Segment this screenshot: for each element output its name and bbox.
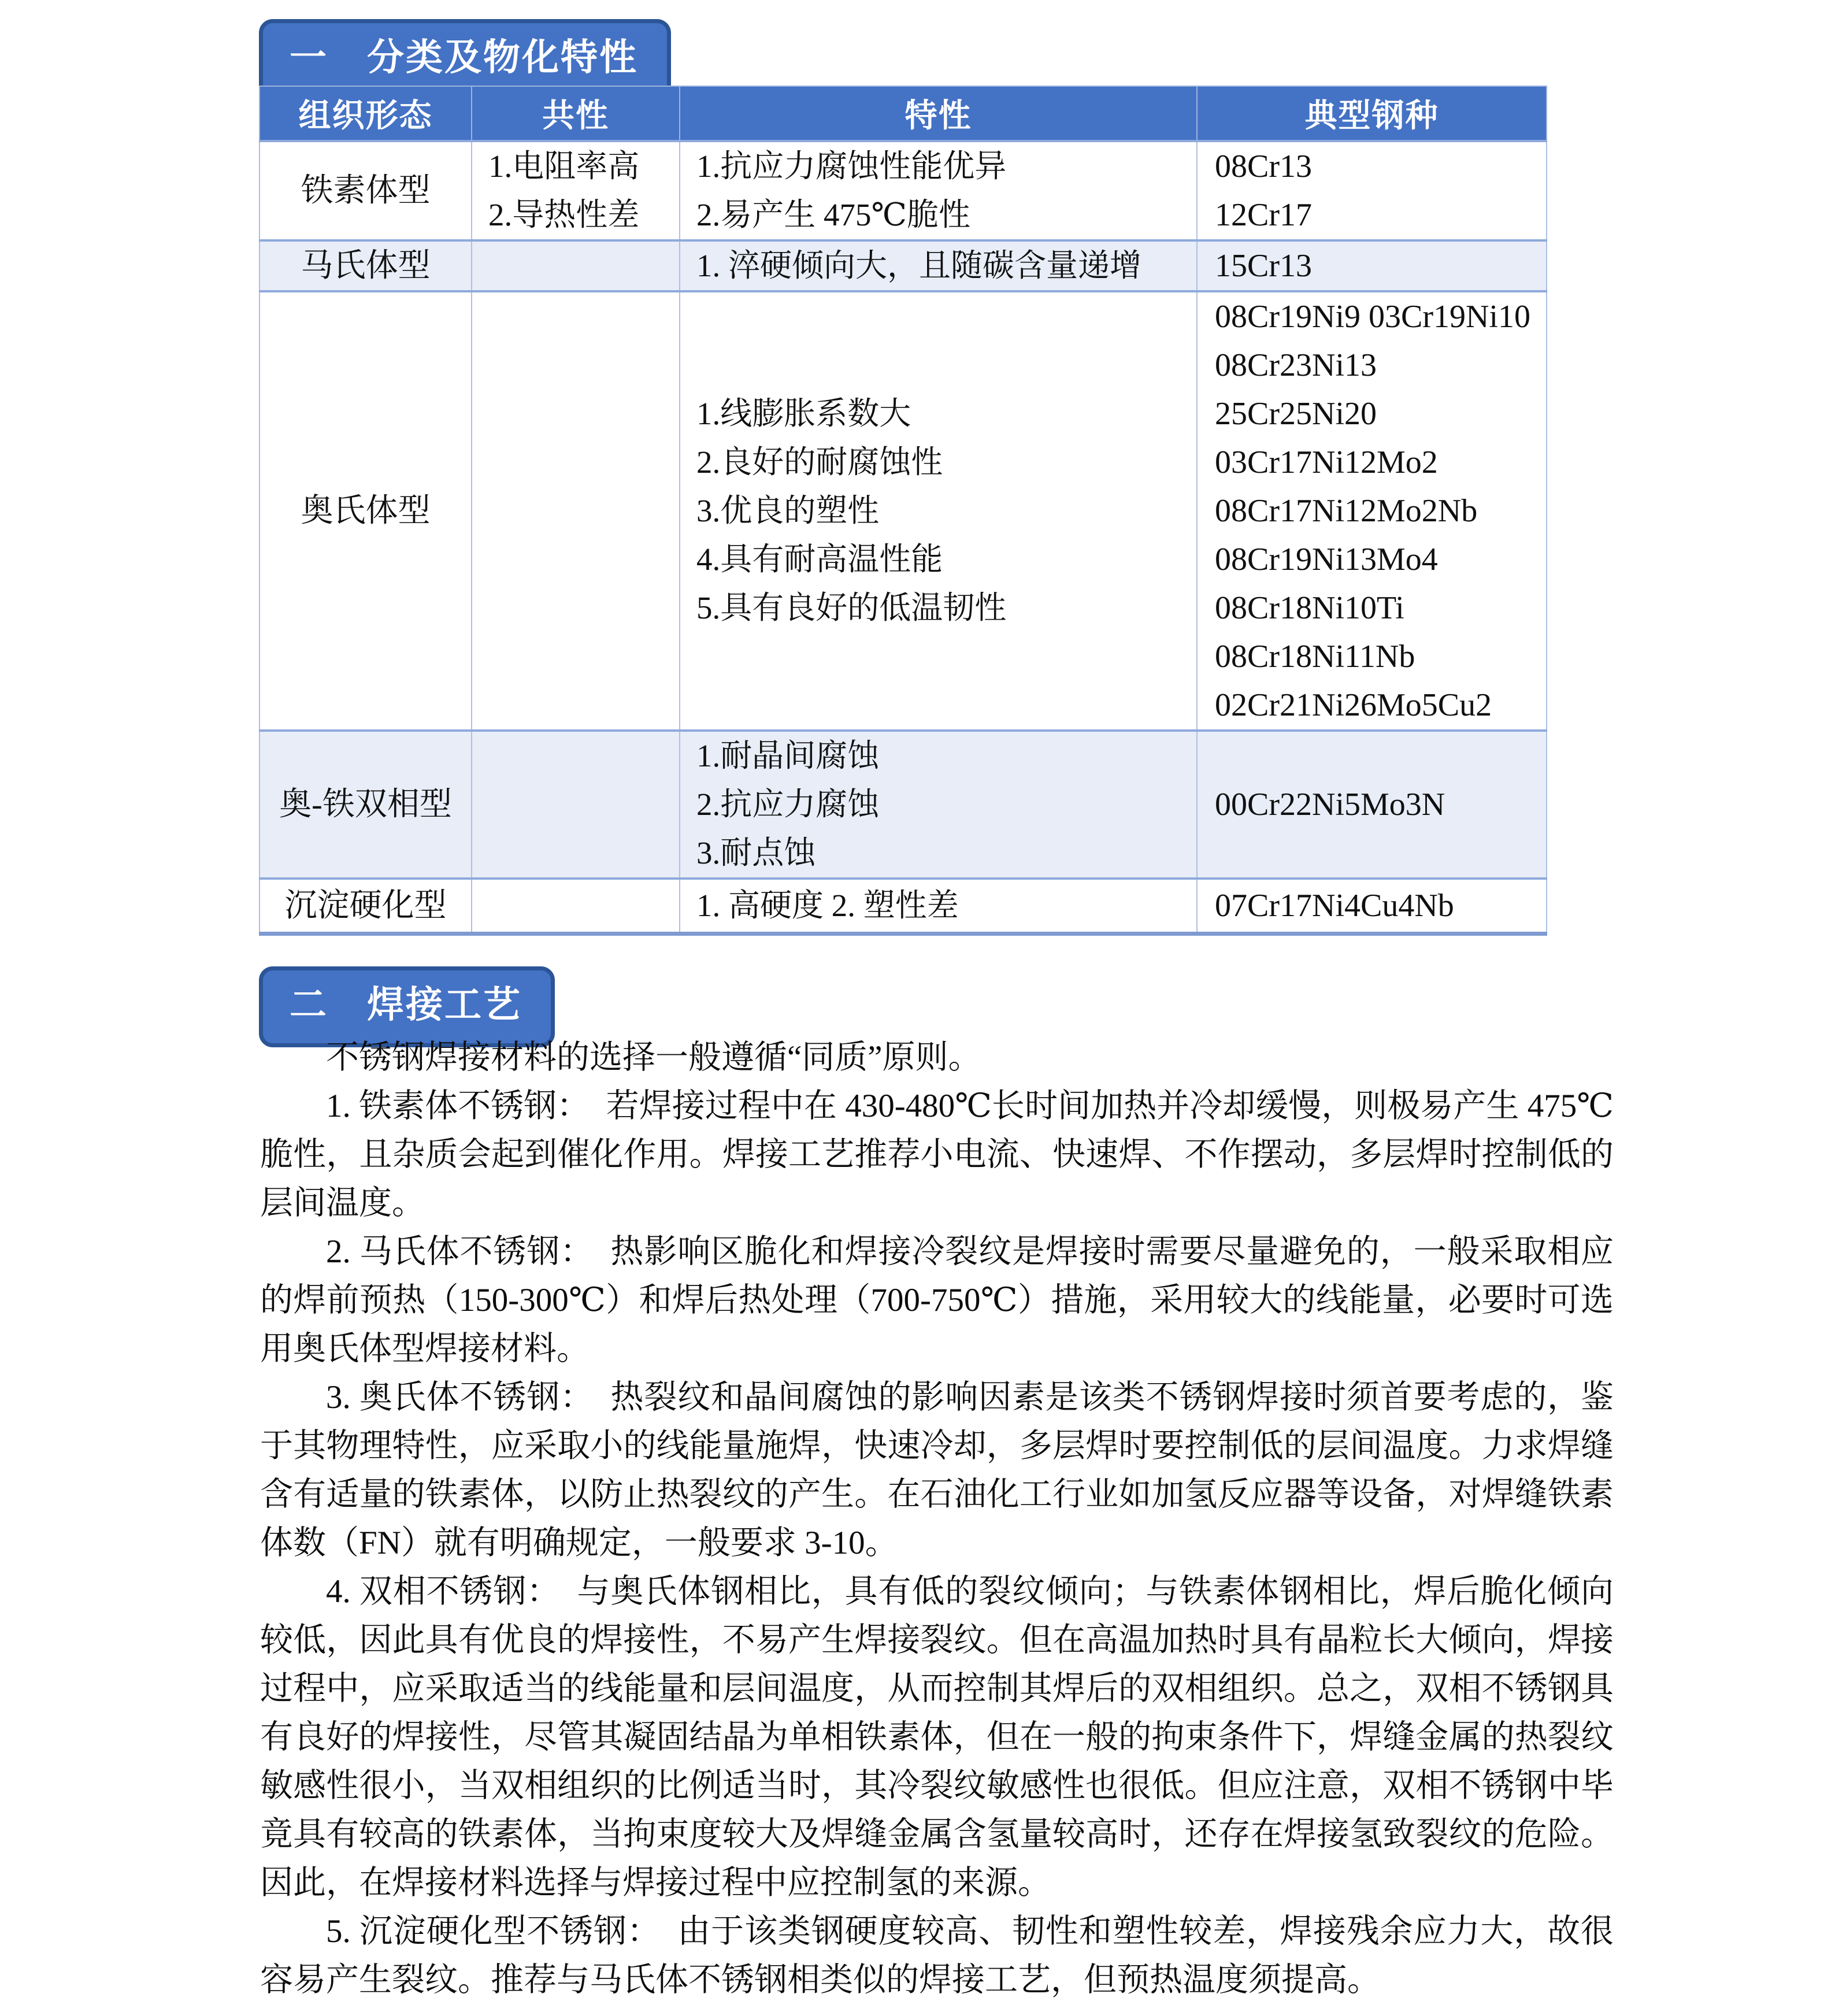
- cell-line: 2.导热性差: [488, 197, 640, 232]
- header-structure-type: 组织形态: [260, 86, 472, 141]
- cell-line: 08Cr17Ni12Mo2Nb: [1215, 493, 1478, 529]
- section2-title: 二 焊接工艺: [290, 984, 522, 1025]
- cell-traits: [680, 879, 1197, 933]
- cell-line: 2.抗应力腐蚀: [696, 787, 880, 822]
- cell-common: [472, 879, 680, 933]
- cell-line: 1.抗应力腐蚀性能优异: [696, 149, 1007, 184]
- cell-common: [472, 240, 680, 291]
- cell-line: 3.耐点蚀: [696, 835, 816, 870]
- cell-common: [472, 731, 680, 879]
- cell-line: 3.优良的塑性: [696, 493, 880, 528]
- cell-common: [472, 141, 680, 240]
- cell-type: 铁素体型: [260, 141, 472, 240]
- cell-steels: [1197, 141, 1547, 240]
- cell-line: 00Cr22Ni5Mo3N: [1215, 787, 1445, 822]
- paragraph-ferritic: 1. 铁素体不锈钢： 若焊接过程中在 430-480℃长时间加热并冷却缓慢，则极易产生 475℃脆性，且杂质会起到催化作用。焊接工艺推荐小电流、快速焊、不作摆动，多层焊时控制低的层间温度。: [260, 1088, 1614, 1221]
- cell-line: 02Cr21Ni26Mo5Cu2: [1215, 687, 1492, 723]
- cell-traits: [680, 141, 1197, 240]
- cell-line: 08Cr18Ni10Ti: [1215, 590, 1404, 626]
- paragraph-austenitic: 3. 奥氏体不锈钢： 热裂纹和晶间腐蚀的影响因素是该类不锈钢焊接时须首要考虑的，鉴于其物理特性，应采取小的线能量施焊，快速冷却，多层焊时要控制低的层间温度。力求焊缝含有适量的铁素体，以防止热裂纹的产生。在石油化工行业如加氢反应器等设备，对焊缝铁素体数（FN）就有明确规定，一般要求 3-10。: [260, 1379, 1614, 1561]
- cell-line: 08Cr23Ni13: [1215, 347, 1377, 383]
- table-row-precipitation-hardening: [260, 879, 1547, 933]
- paragraph-precipitation-hardening: 5. 沉淀硬化型不锈钢： 由于该类钢硬度较高、韧性和塑性较差，焊接残余应力大，故很容易产生裂纹。推荐与马氏体不锈钢相类似的焊接工艺，但预热温度须提高。: [260, 1913, 1614, 1998]
- cell-type: 奥氏体型: [260, 291, 472, 731]
- cell-line: 07Cr17Ni4Cu4Nb: [1215, 887, 1454, 924]
- classification-table-wrap: [259, 86, 1547, 936]
- cell-common: [472, 291, 680, 731]
- table-row-martensitic: [260, 240, 1547, 291]
- steel-classification-table: [259, 86, 1547, 936]
- cell-line: 1. 高硬度 2. 塑性差: [696, 887, 959, 923]
- header-common-traits: 共性: [472, 86, 680, 141]
- cell-traits: [680, 240, 1197, 291]
- cell-line: 2.易产生 475℃脆性: [696, 197, 971, 232]
- cell-traits: [680, 291, 1197, 731]
- cell-line: 1.线膨胀系数大: [696, 396, 911, 431]
- header-typical-steels: 典型钢种: [1197, 86, 1547, 141]
- table-row-duplex: [260, 731, 1547, 879]
- section1-title: 一 分类及物化特性: [290, 37, 638, 78]
- paragraph-duplex: 4. 双相不锈钢： 与奥氏体钢相比，具有低的裂纹倾向；与铁素体钢相比，焊后脆化倾向较低，因此具有优良的焊接性，不易产生焊接裂纹。但在高温加热时具有晶粒长大倾向，焊接过程中，应采取适当的线能量和层间温度，从而控制其焊后的双相组织。总之，双相不锈钢具有良好的焊接性，尽管其凝固结晶为单相铁素体，但在一般的拘束条件下，焊缝金属的热裂纹敏感性很小，当双相组织的比例适当时，其冷裂纹敏感性也很低。但应注意，双相不锈钢中毕竟具有较高的铁素体，当拘束度较大及焊缝金属含氢量较高时，还存在焊接氢致裂纹的危险。因此，在焊接材料选择与焊接过程中应控制氢的来源。: [260, 1573, 1614, 1901]
- cell-steels: [1197, 879, 1547, 933]
- header-characteristics: 特性: [680, 86, 1197, 141]
- paragraph-intro: 不锈钢焊接材料的选择一般遵循“同质”原则。: [326, 1039, 981, 1076]
- cell-line: 5.具有良好的低温韧性: [696, 590, 1007, 625]
- cell-type: 沉淀硬化型: [260, 879, 472, 933]
- cell-line: 08Cr18Ni11Nb: [1215, 639, 1415, 675]
- cell-line: 08Cr19Ni13Mo4: [1215, 542, 1438, 577]
- cell-line: 15Cr13: [1215, 248, 1312, 284]
- cell-line: 03Cr17Ni12Mo2: [1215, 444, 1438, 480]
- cell-traits: [680, 731, 1197, 879]
- table-row-austenitic: [260, 291, 1547, 731]
- cell-line: 1. 淬硬倾向大，且随碳含量递增: [696, 248, 1142, 283]
- cell-line: 25Cr25Ni20: [1215, 396, 1377, 432]
- cell-steels: [1197, 731, 1547, 879]
- welding-process-text: [260, 1033, 1614, 2004]
- cell-line: 1.耐晶间腐蚀: [696, 738, 880, 773]
- cell-line: 1.电阻率高: [488, 149, 640, 184]
- table-row-ferritic: [260, 141, 1547, 240]
- cell-line: 08Cr13: [1215, 149, 1312, 184]
- cell-steels: [1197, 240, 1547, 291]
- cell-line: 12Cr17: [1215, 197, 1312, 233]
- cell-type: 马氏体型: [260, 240, 472, 291]
- cell-type: 奥-铁双相型: [260, 731, 472, 879]
- cell-line: 08Cr19Ni9 03Cr19Ni10: [1215, 299, 1530, 335]
- table-header-row: [260, 86, 1547, 141]
- cell-line: 4.具有耐高温性能: [696, 542, 943, 577]
- paragraph-martensitic: 2. 马氏体不锈钢： 热影响区脆化和焊接冷裂纹是焊接时需要尽量避免的，一般采取相应的焊前预热（150-300℃）和焊后热处理（700-750℃）措施，采用较大的线能量，必要时可选用奥氏体型焊接材料。: [260, 1233, 1614, 1367]
- cell-line: 2.良好的耐腐蚀性: [696, 444, 943, 480]
- cell-steels: [1197, 291, 1547, 731]
